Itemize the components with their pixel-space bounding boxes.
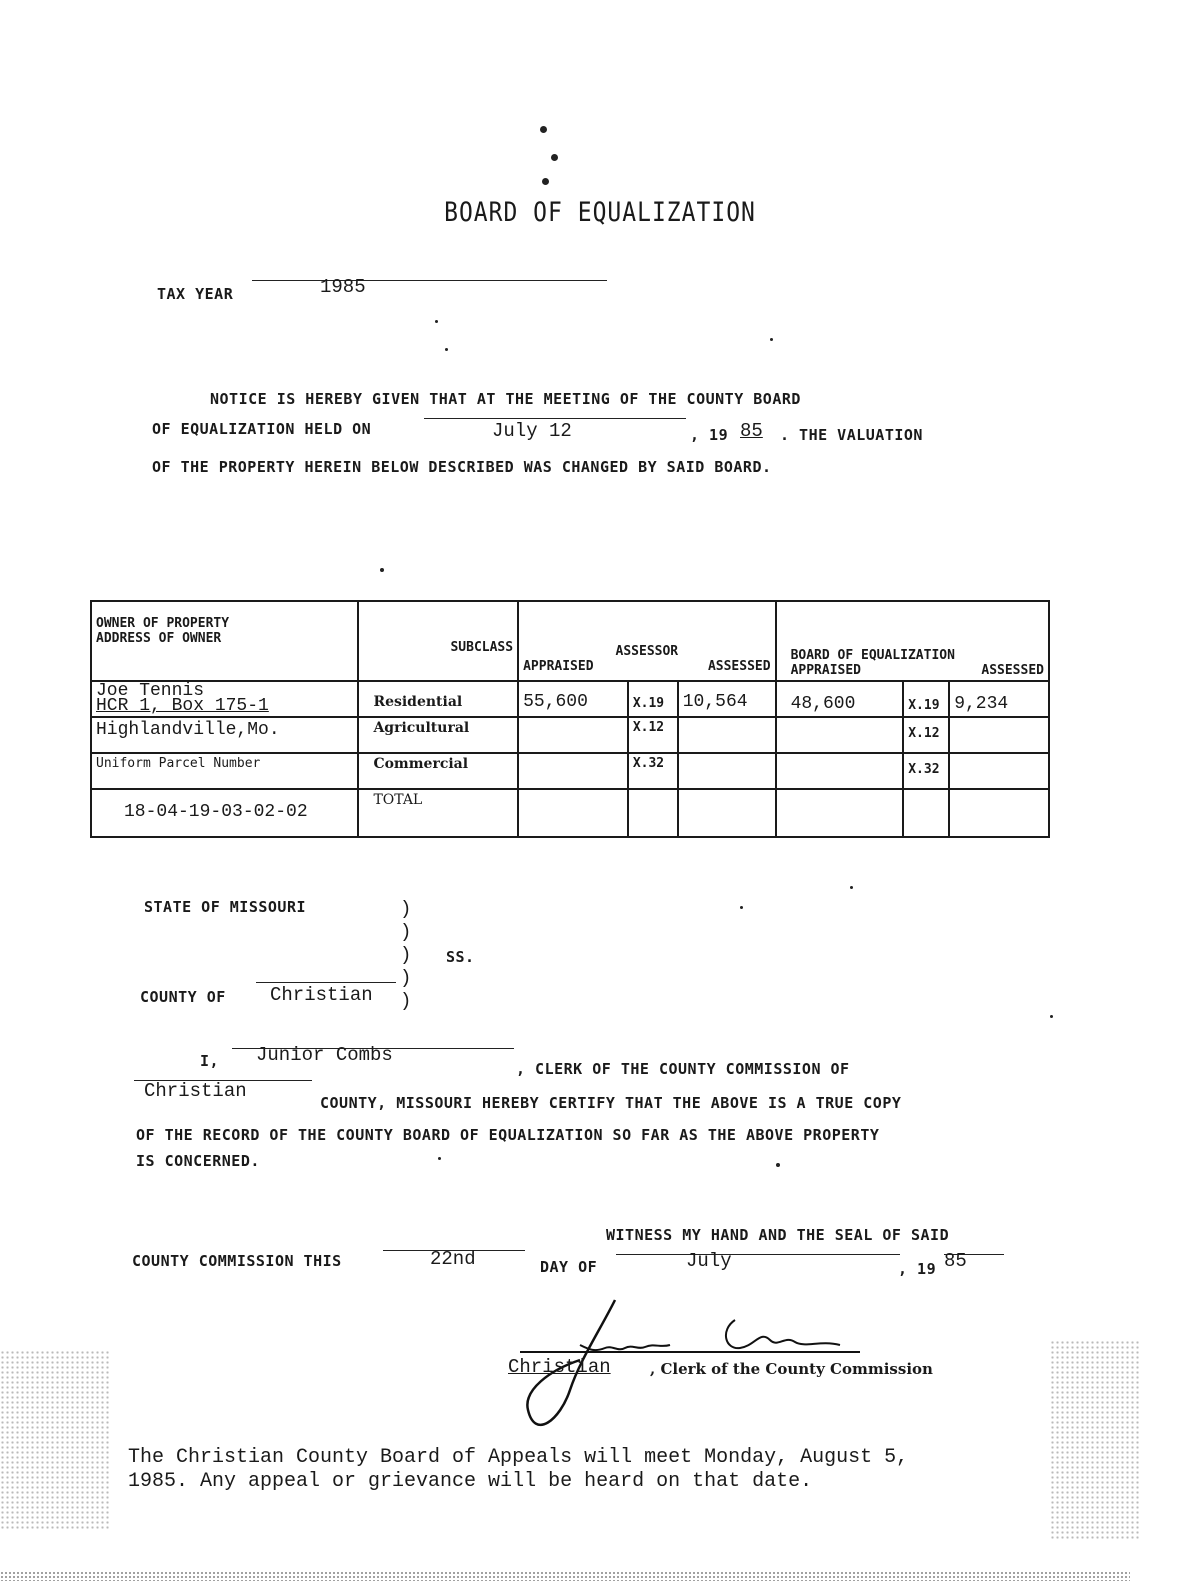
speck xyxy=(540,126,547,133)
board-assessed-header: ASSESSED xyxy=(981,663,1044,678)
state-label: STATE OF MISSOURI xyxy=(144,898,307,916)
owner-address-line-1: HCR 1, Box 175-1 xyxy=(96,696,269,716)
board-rate-cell xyxy=(903,753,949,789)
assessor-appraised-cell xyxy=(518,681,628,717)
parcel-number: 18-04-19-03-02-02 xyxy=(124,802,308,822)
meeting-year: 85 xyxy=(740,420,763,442)
board-assessed-value: 9,234 xyxy=(954,694,1009,714)
clerk-text: , CLERK OF THE COUNTY COMMISSION OF xyxy=(516,1060,850,1078)
table-row xyxy=(91,753,1049,789)
assessor-assessed-cell xyxy=(678,681,776,717)
certification-line-2: COUNTY, MISSOURI HEREBY CERTIFY THAT THE ABOVE IS A TRUE COPY xyxy=(320,1094,902,1112)
signature-title: , Clerk of the County Commission xyxy=(650,1360,933,1378)
witness-year-prefix: , 19 xyxy=(898,1260,937,1278)
board-assessed-cell xyxy=(949,789,1049,837)
day-of-label: DAY OF xyxy=(540,1258,598,1276)
assessor-rate: X.19 xyxy=(632,696,665,711)
tax-year-underline xyxy=(252,280,607,281)
subclass-header xyxy=(358,601,518,681)
county2-name: Christian xyxy=(144,1080,247,1102)
total-label: TOTAL xyxy=(373,792,423,808)
subclass-cell xyxy=(358,753,518,789)
commission-text: COUNTY COMMISSION THIS xyxy=(132,1252,342,1270)
assessor-appraised-cell xyxy=(518,753,628,789)
owner-header-line-1: OWNER OF PROPERTY xyxy=(96,616,230,631)
owner-header-line-2: ADDRESS OF OWNER xyxy=(96,631,222,646)
speck xyxy=(776,1163,780,1167)
scan-noise xyxy=(1050,1340,1140,1540)
assessor-rate-cell xyxy=(628,717,678,753)
assessor-assessed-cell xyxy=(678,753,776,789)
board-rate-cell xyxy=(903,717,949,753)
month-value: July xyxy=(686,1250,732,1272)
assessor-assessed-value: 10,564 xyxy=(682,692,748,712)
board-assessed-cell xyxy=(949,681,1049,717)
assessor-rate: X.12 xyxy=(632,720,665,735)
assessor-appraised-value: 55,600 xyxy=(523,692,588,712)
day-value: 22nd xyxy=(430,1248,476,1270)
assessor-appraised-cell xyxy=(518,717,628,753)
board-rate: X.19 xyxy=(908,698,940,713)
scan-noise xyxy=(0,1571,1130,1581)
speck xyxy=(850,886,853,889)
owner-address-line-2: Highlandville,Mo. xyxy=(96,720,280,740)
subclass-header-label: SUBCLASS xyxy=(450,640,514,655)
witness-text: WITNESS MY HAND AND THE SEAL OF SAID xyxy=(606,1226,950,1244)
board-appraised-cell xyxy=(776,717,904,753)
speck xyxy=(551,154,558,161)
assessor-rate-cell xyxy=(628,753,678,789)
assessor-appraised-header: APPRAISED xyxy=(523,659,594,674)
county-name: Christian xyxy=(270,984,373,1006)
meeting-date-underline xyxy=(424,418,686,419)
speck xyxy=(438,1157,441,1160)
speck xyxy=(542,178,549,185)
parcel-number-cell xyxy=(91,789,358,837)
document-title: BOARD OF EQUALIZATION xyxy=(444,198,756,228)
board-rate: X.12 xyxy=(908,726,940,741)
speck xyxy=(1050,1015,1053,1018)
speck xyxy=(445,348,448,351)
meeting-date: July 12 xyxy=(492,420,572,442)
board-appraised-cell xyxy=(776,753,904,789)
owner-header xyxy=(91,601,358,681)
tax-year-label: TAX YEAR xyxy=(157,285,234,303)
board-header-label: BOARD OF EQUALIZATION xyxy=(790,648,955,663)
assessor-rate: X.32 xyxy=(632,756,665,771)
appeals-notice xyxy=(128,1446,908,1494)
subclass-cell xyxy=(358,681,518,717)
tax-year-value: 1985 xyxy=(320,276,366,298)
owner-cell xyxy=(91,681,358,717)
board-rate-cell xyxy=(903,789,949,837)
assessor-header xyxy=(518,601,775,681)
speck xyxy=(770,338,773,341)
county-underline xyxy=(256,982,396,983)
assessor-header-label: ASSESSOR xyxy=(615,644,679,659)
board-assessed-cell xyxy=(949,717,1049,753)
subclass-label: Agricultural xyxy=(373,720,470,736)
appeals-notice-line-2: 1985. Any appeal or grievance will be heard on that date. xyxy=(128,1470,813,1493)
appeals-notice-line-1: The Christian County Board of Appeals will meet Monday, August 5, xyxy=(128,1446,909,1469)
board-header xyxy=(776,601,1049,681)
scan-noise xyxy=(0,1350,110,1530)
speck xyxy=(380,568,384,572)
board-rate-cell xyxy=(903,681,949,717)
parcel-label: Uniform Parcel Number xyxy=(96,756,261,771)
valuation-table xyxy=(90,600,1050,838)
county-label: COUNTY OF xyxy=(140,988,226,1006)
assessor-appraised-cell xyxy=(518,789,628,837)
parcel-label-cell xyxy=(91,753,358,789)
board-appraised-value: 48,600 xyxy=(790,694,856,714)
bracket-column: ) ) ) ) ) xyxy=(400,898,412,1012)
meeting-year-prefix: , 19 xyxy=(690,426,729,444)
speck xyxy=(740,906,743,909)
notice-line-2-suffix: . THE VALUATION xyxy=(780,426,923,444)
notice-line-3: OF THE PROPERTY HEREIN BELOW DESCRIBED WAS CHANGED BY SAID BOARD. xyxy=(152,458,772,476)
board-appraised-cell xyxy=(776,681,904,717)
subclass-cell xyxy=(358,717,518,753)
assessor-assessed-cell xyxy=(678,717,776,753)
assessor-assessed-cell xyxy=(678,789,776,837)
certification-line-4: IS CONCERNED. xyxy=(136,1152,260,1170)
table-row xyxy=(91,789,1049,837)
table-row xyxy=(91,717,1049,753)
clerk-name: Junior Combs xyxy=(256,1044,393,1066)
assessor-rate-cell xyxy=(628,681,678,717)
owner-address-cell xyxy=(91,717,358,753)
assessor-rate-cell xyxy=(628,789,678,837)
owner-name: Joe Tennis xyxy=(96,681,205,701)
certification-line-3: OF THE RECORD OF THE COUNTY BOARD OF EQUALIZATION SO FAR AS THE ABOVE PROPERTY xyxy=(136,1126,880,1144)
month-underline xyxy=(616,1254,900,1255)
table-row xyxy=(91,681,1049,717)
board-appraised-header: APPRAISED xyxy=(790,663,862,678)
subclass-cell xyxy=(358,789,518,837)
i-label: I, xyxy=(200,1052,220,1070)
assessor-assessed-header: ASSESSED xyxy=(707,659,771,674)
witness-year: 85 xyxy=(944,1250,967,1272)
notice-line-1: NOTICE IS HEREBY GIVEN THAT AT THE MEETING OF THE COUNTY BOARD xyxy=(210,390,801,408)
board-appraised-cell xyxy=(776,789,904,837)
board-assessed-cell xyxy=(949,753,1049,789)
board-rate: X.32 xyxy=(908,762,940,777)
subclass-label: Residential xyxy=(373,694,463,710)
table-header-row xyxy=(91,601,1049,681)
signature-county: Christian xyxy=(508,1356,611,1378)
notice-line-2-prefix: OF EQUALIZATION HELD ON xyxy=(152,420,372,438)
ss-label: SS. xyxy=(446,948,475,966)
subclass-label: Commercial xyxy=(373,756,469,772)
speck xyxy=(435,320,438,323)
